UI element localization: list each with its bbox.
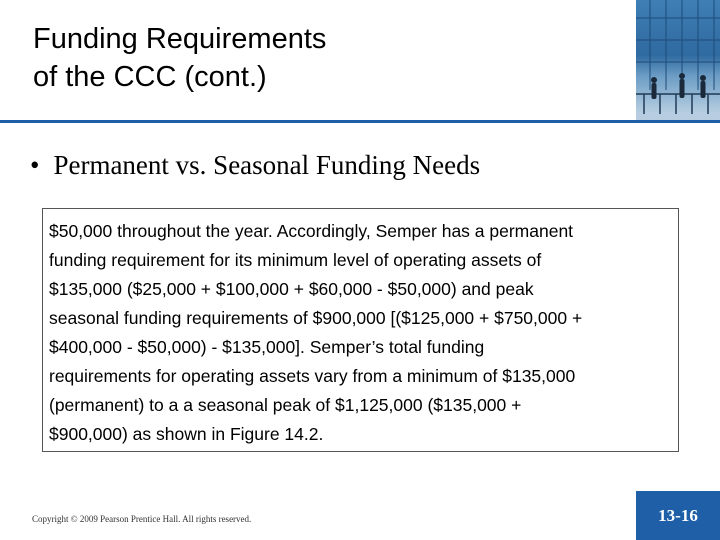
slide-title-line-2: of the CCC (cont.) <box>33 61 267 93</box>
title-divider <box>0 120 720 123</box>
bullet-item <box>30 148 480 182</box>
bullet-marker: • <box>30 150 40 180</box>
body-line: $900,000) as shown in Figure 14.2. <box>49 424 324 444</box>
page-number: 13-16 <box>658 505 698 525</box>
slide-title <box>33 20 593 96</box>
body-line: $50,000 throughout the year. Accordingly, Semper has a permanent <box>49 221 574 241</box>
body-line: $135,000 ($25,000 + $100,000 + $60,000 - $50,000) and peak <box>49 279 534 299</box>
header-photo <box>636 0 720 122</box>
page-number-badge <box>636 491 720 540</box>
bullet-text: Permanent vs. Seasonal Funding Needs <box>53 150 481 180</box>
body-line: $400,000 - $50,000) - $135,000]. Semper’s total funding <box>49 337 485 357</box>
body-line: seasonal funding requirements of $900,000 [($125,000 + $750,000 + <box>49 308 583 328</box>
body-line: funding requirement for its minimum level of operating assets of <box>49 250 542 270</box>
slide-title-line-1: Funding Requirements <box>33 23 327 55</box>
copyright-notice: Copyright © 2009 Pearson Prentice Hall. All rights reserved. <box>32 514 252 524</box>
body-line: (permanent) to a a seasonal peak of $1,125,000 ($135,000 + <box>49 395 522 415</box>
body-line: requirements for operating assets vary from a minimum of $135,000 <box>49 366 576 386</box>
body-text-box <box>42 208 679 452</box>
